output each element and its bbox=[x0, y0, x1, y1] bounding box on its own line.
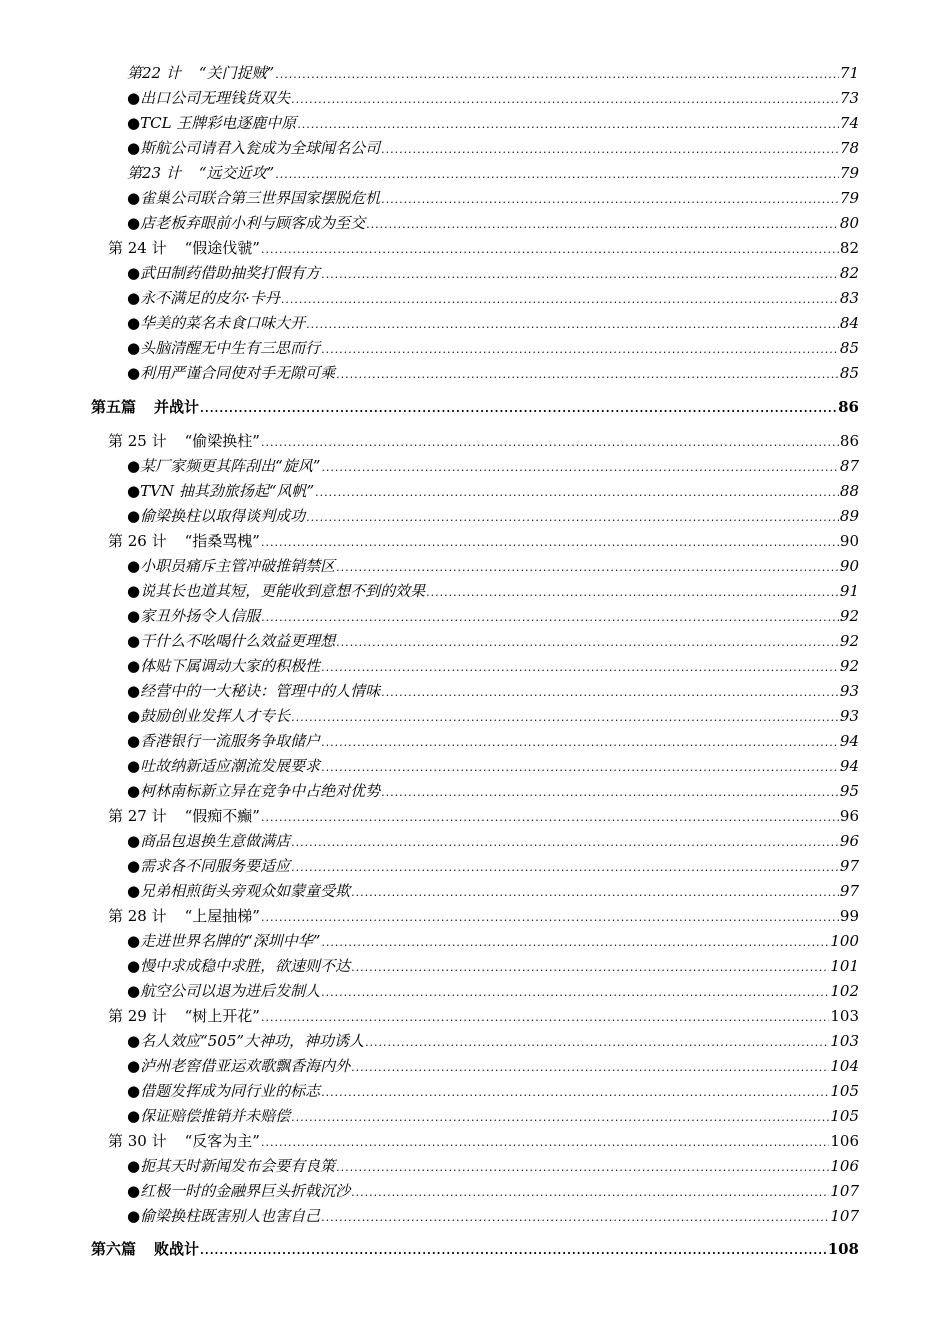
toc-page-number: 93 bbox=[839, 707, 859, 725]
dot-leader bbox=[321, 1208, 829, 1228]
toc-entry[interactable] bbox=[127, 88, 859, 108]
dot-leader bbox=[291, 1108, 829, 1128]
dot-leader bbox=[351, 883, 839, 903]
dot-leader bbox=[336, 365, 839, 385]
dot-leader bbox=[306, 315, 839, 335]
toc-entry-title: ●保证赔偿推销并未赔偿 bbox=[127, 1107, 291, 1125]
dot-leader bbox=[321, 758, 839, 778]
toc-page-number: 71 bbox=[839, 64, 859, 82]
toc-page-number: 94 bbox=[839, 732, 859, 750]
toc-entry-title: 第 25 计 bbox=[108, 432, 167, 450]
toc-entry-title: 第22 计 bbox=[127, 64, 181, 82]
toc-entry[interactable] bbox=[127, 1056, 859, 1076]
toc-entry[interactable] bbox=[127, 113, 859, 133]
toc-entry-title: 第 30 计 bbox=[108, 1132, 167, 1150]
toc-entry[interactable] bbox=[127, 756, 859, 776]
toc-page-number: 100 bbox=[830, 932, 859, 950]
dot-leader bbox=[351, 1058, 829, 1078]
toc-page-number: 92 bbox=[839, 607, 859, 625]
toc-entry[interactable] bbox=[127, 288, 859, 308]
toc-entry-subtitle: “假途伐虢” bbox=[184, 239, 260, 257]
toc-entry-title: ●TVN 抽其劲旅扬起“风帆” bbox=[127, 482, 315, 500]
dot-leader bbox=[261, 533, 839, 553]
toc-entry[interactable] bbox=[127, 681, 859, 701]
dot-leader bbox=[321, 983, 829, 1003]
toc-entry-subtitle: “树上开花” bbox=[184, 1007, 260, 1025]
toc-page-number: 95 bbox=[839, 782, 859, 800]
toc-entry-title: ●走进世界名牌的“深圳中华” bbox=[127, 932, 321, 950]
toc-entry[interactable] bbox=[127, 931, 859, 951]
dot-leader bbox=[261, 433, 839, 453]
toc-page-number: 105 bbox=[830, 1107, 859, 1125]
toc-page-number: 79 bbox=[839, 164, 859, 182]
toc-page-number: 97 bbox=[839, 882, 859, 900]
toc-entry[interactable] bbox=[108, 238, 859, 258]
dot-leader bbox=[281, 290, 839, 310]
toc-entry-title: ●慢中求成稳中求胜，欲速则不达 bbox=[127, 957, 351, 975]
toc-entry[interactable] bbox=[127, 313, 859, 333]
toc-entry[interactable] bbox=[127, 1181, 859, 1201]
toc-page-number: 86 bbox=[839, 432, 859, 450]
toc-entry[interactable] bbox=[127, 631, 859, 651]
toc-entry-title: 第 28 计 bbox=[108, 907, 167, 925]
toc-entry[interactable] bbox=[127, 731, 859, 751]
toc-entry-subtitle: “偷梁换柱” bbox=[184, 432, 260, 450]
toc-entry[interactable] bbox=[127, 556, 859, 576]
toc-page-number: 90 bbox=[839, 532, 859, 550]
dot-leader bbox=[366, 215, 839, 235]
toc-entry-title: ●斯航公司请君入瓮成为全球闻名公司 bbox=[127, 139, 381, 157]
dot-leader bbox=[275, 165, 839, 185]
toc-entry-title: ●TCL 王牌彩电逐鹿中原 bbox=[127, 114, 297, 132]
toc-entry-title: ●干什么不吆喝什么效益更理想 bbox=[127, 632, 336, 650]
toc-entry[interactable] bbox=[127, 363, 859, 383]
toc-entry-title: ●武田制药借助抽奖打假有方 bbox=[127, 264, 321, 282]
toc-entry-title: ●兄弟相煎街头旁观众如蒙童受欺 bbox=[127, 882, 351, 900]
toc-entry-title: ●说其长也道其短，更能收到意想不到的效果 bbox=[127, 582, 426, 600]
toc-page-number: 96 bbox=[839, 807, 859, 825]
toc-entry-title: ●偷梁换柱既害别人也害自己 bbox=[127, 1207, 321, 1225]
toc-entry-title: ●某厂家频更其阵刮出“旋风” bbox=[127, 457, 321, 475]
toc-entry[interactable] bbox=[127, 1106, 859, 1126]
toc-page-number: 90 bbox=[839, 557, 859, 575]
toc-page-number: 103 bbox=[830, 1007, 859, 1025]
toc-entry-title: ●出口公司无理钱货双失 bbox=[127, 89, 291, 107]
toc-entry[interactable] bbox=[127, 263, 859, 283]
dot-leader bbox=[365, 1033, 829, 1053]
toc-entry[interactable] bbox=[127, 1156, 859, 1176]
dot-leader bbox=[297, 115, 839, 135]
toc-page-number: 93 bbox=[839, 682, 859, 700]
toc-entry-title: ●华美的菜名未食口味大开 bbox=[127, 314, 306, 332]
toc-entry-title: ●柯林南标新立异在竞争中占绝对优势 bbox=[127, 782, 381, 800]
dot-leader bbox=[291, 708, 839, 728]
toc-entry[interactable] bbox=[127, 456, 859, 476]
dot-leader bbox=[351, 958, 829, 978]
toc-page-number: 80 bbox=[839, 214, 859, 232]
dot-leader bbox=[306, 508, 839, 528]
toc-entry[interactable] bbox=[127, 63, 859, 83]
dot-leader bbox=[381, 140, 839, 160]
toc-entry-subtitle: “关门捉贼” bbox=[198, 64, 275, 82]
toc-entry-title: ●商品包退换生意做满店 bbox=[127, 832, 291, 850]
toc-entry-subtitle: “上屋抽梯” bbox=[184, 907, 260, 925]
dot-leader bbox=[321, 265, 839, 285]
toc-entry-title: 第 29 计 bbox=[108, 1007, 167, 1025]
toc-entry-title: ●香港银行一流服务争取储户 bbox=[127, 732, 321, 750]
toc-page-number: 82 bbox=[839, 239, 859, 257]
dot-leader bbox=[336, 1158, 829, 1178]
toc-entry-subtitle: 败战计 bbox=[154, 1240, 200, 1258]
toc-page-number: 74 bbox=[839, 114, 859, 132]
dot-leader bbox=[426, 583, 839, 603]
dot-leader bbox=[381, 783, 839, 803]
dot-leader bbox=[321, 340, 839, 360]
toc-entry-title: 第 26 计 bbox=[108, 532, 167, 550]
toc-page-number: 78 bbox=[839, 139, 859, 157]
toc-page-number: 103 bbox=[830, 1032, 859, 1050]
dot-leader bbox=[291, 858, 839, 878]
toc-entry[interactable] bbox=[127, 138, 859, 158]
dot-leader bbox=[275, 65, 839, 85]
toc-page-number: 91 bbox=[839, 582, 859, 600]
toc-entry[interactable] bbox=[127, 213, 859, 233]
toc-entry[interactable] bbox=[108, 431, 859, 451]
toc-entry-title: ●偷梁换柱以取得谈判成功 bbox=[127, 507, 306, 525]
toc-entry-title: ●吐故纳新适应潮流发展要求 bbox=[127, 757, 321, 775]
toc-page-number: 85 bbox=[839, 364, 859, 382]
toc-page-number: 83 bbox=[839, 289, 859, 307]
toc-page-number: 105 bbox=[830, 1082, 859, 1100]
toc-page-number: 87 bbox=[839, 457, 859, 475]
toc-page-number: 88 bbox=[839, 482, 859, 500]
dot-leader bbox=[261, 1133, 829, 1153]
toc-entry[interactable] bbox=[127, 606, 859, 626]
toc-entry-title: ●泸州老窖借亚运欢歌飘香海内外 bbox=[127, 1057, 351, 1075]
dot-leader bbox=[321, 658, 839, 678]
toc-page-number: 96 bbox=[839, 832, 859, 850]
toc-entry[interactable] bbox=[91, 1239, 859, 1259]
toc-page-number: 73 bbox=[839, 89, 859, 107]
toc-entry[interactable] bbox=[127, 981, 859, 1001]
toc-entry[interactable] bbox=[127, 881, 859, 901]
toc-page-number: 97 bbox=[839, 857, 859, 875]
toc-entry[interactable] bbox=[108, 1131, 859, 1151]
toc-entry-title: ●家丑外扬令人信服 bbox=[127, 607, 261, 625]
dot-leader bbox=[381, 683, 839, 703]
toc-entry-title: ●经营中的一大秘诀：管理中的人情味 bbox=[127, 682, 381, 700]
toc-entry[interactable] bbox=[127, 481, 859, 501]
toc-page-number: 106 bbox=[830, 1132, 859, 1150]
toc-page-number: 102 bbox=[830, 982, 859, 1000]
toc-entry-subtitle: “反客为主” bbox=[184, 1132, 260, 1150]
dot-leader bbox=[261, 808, 839, 828]
toc-entry-title: ●利用严谨合同使对手无隙可乘 bbox=[127, 364, 336, 382]
toc-page-number: 86 bbox=[838, 398, 859, 416]
toc-page-number: 82 bbox=[839, 264, 859, 282]
toc-entry-subtitle: “远交近攻” bbox=[198, 164, 275, 182]
toc-page-number: 92 bbox=[839, 632, 859, 650]
toc-page-number: 89 bbox=[839, 507, 859, 525]
toc-page-number: 107 bbox=[830, 1207, 859, 1225]
toc-entry[interactable] bbox=[127, 163, 859, 183]
toc-entry-title: 第六篇 bbox=[91, 1240, 137, 1258]
dot-leader bbox=[291, 833, 839, 853]
toc-entry-title: ●需求各不同服务要适应 bbox=[127, 857, 291, 875]
toc-entry-title: 第 24 计 bbox=[108, 239, 167, 257]
toc-entry[interactable] bbox=[127, 856, 859, 876]
toc-entry-title: ●雀巢公司联合第三世界国家摆脱危机 bbox=[127, 189, 381, 207]
toc-page-number: 79 bbox=[839, 189, 859, 207]
toc-entry[interactable] bbox=[127, 706, 859, 726]
toc-page-number: 108 bbox=[827, 1240, 859, 1258]
toc-entry[interactable] bbox=[127, 1031, 859, 1051]
toc-entry[interactable] bbox=[127, 956, 859, 976]
toc-page-number: 85 bbox=[839, 339, 859, 357]
dot-leader bbox=[291, 90, 839, 110]
dot-leader bbox=[321, 458, 838, 478]
toc-entry-title: ●扼其天时新闻发布会要有良策 bbox=[127, 1157, 336, 1175]
toc-entry[interactable] bbox=[108, 906, 859, 926]
toc-entry[interactable] bbox=[108, 806, 859, 826]
toc-entry[interactable] bbox=[127, 1081, 859, 1101]
toc-entry-title: ●小职员痛斥主管冲破推销禁区 bbox=[127, 557, 336, 575]
toc-entry[interactable] bbox=[108, 1006, 859, 1026]
toc-page-number: 92 bbox=[839, 657, 859, 675]
toc-entry-title: ●名人效应“505”大神功，神功诱人 bbox=[127, 1032, 365, 1050]
toc-entry[interactable] bbox=[127, 831, 859, 851]
toc-entry-subtitle: “假痴不癫” bbox=[184, 807, 260, 825]
toc-entry-subtitle: “指桑骂槐” bbox=[184, 532, 260, 550]
toc-entry-subtitle: 并战计 bbox=[154, 398, 200, 416]
toc-entry-title: 第 27 计 bbox=[108, 807, 167, 825]
toc-page-number: 84 bbox=[839, 314, 859, 332]
dot-leader bbox=[200, 1241, 827, 1261]
toc-page-number: 104 bbox=[830, 1057, 859, 1075]
toc-entry[interactable] bbox=[127, 338, 859, 358]
toc-entry-title: ●红极一时的金融界巨头折戟沉沙 bbox=[127, 1182, 351, 1200]
dot-leader bbox=[261, 908, 839, 928]
toc-entry[interactable] bbox=[127, 656, 859, 676]
dot-leader bbox=[261, 608, 839, 628]
toc-entry-title: 第五篇 bbox=[91, 398, 137, 416]
dot-leader bbox=[321, 733, 839, 753]
toc-page-number: 99 bbox=[839, 907, 859, 925]
toc-entry-title: ●鼓励创业发挥人才专长 bbox=[127, 707, 291, 725]
toc-entry[interactable] bbox=[127, 781, 859, 801]
toc-entry-title: ●借题发挥成为同行业的标志 bbox=[127, 1082, 321, 1100]
toc-entry-title: ●头脑清醒无中生有三思而行 bbox=[127, 339, 321, 357]
toc-page-number: 94 bbox=[839, 757, 859, 775]
toc-entry-title: ●体贴下属调动大家的积极性 bbox=[127, 657, 321, 675]
dot-leader bbox=[315, 483, 839, 503]
dot-leader bbox=[261, 240, 839, 260]
toc-entry[interactable] bbox=[127, 1206, 859, 1226]
dot-leader bbox=[321, 1083, 829, 1103]
toc-page-number: 101 bbox=[830, 957, 859, 975]
dot-leader bbox=[351, 1183, 829, 1203]
toc-entry[interactable] bbox=[127, 581, 859, 601]
dot-leader bbox=[321, 933, 829, 953]
dot-leader bbox=[261, 1008, 829, 1028]
toc-page-number: 106 bbox=[830, 1157, 859, 1175]
toc-entry[interactable] bbox=[127, 188, 859, 208]
toc-entry-title: ●航空公司以退为进后发制人 bbox=[127, 982, 321, 1000]
toc-entry-title: 第23 计 bbox=[127, 164, 181, 182]
toc-entry[interactable] bbox=[91, 397, 859, 417]
dot-leader bbox=[200, 399, 837, 419]
toc-entry[interactable] bbox=[127, 506, 859, 526]
toc-entry-title: ●店老板弃眼前小利与顾客成为至交 bbox=[127, 214, 366, 232]
dot-leader bbox=[381, 190, 839, 210]
toc-page-number: 107 bbox=[830, 1182, 859, 1200]
toc-entry-title: ●永不满足的皮尔·卡丹 bbox=[127, 289, 280, 307]
dot-leader bbox=[336, 633, 839, 653]
dot-leader bbox=[336, 558, 839, 578]
toc-entry[interactable] bbox=[108, 531, 859, 551]
